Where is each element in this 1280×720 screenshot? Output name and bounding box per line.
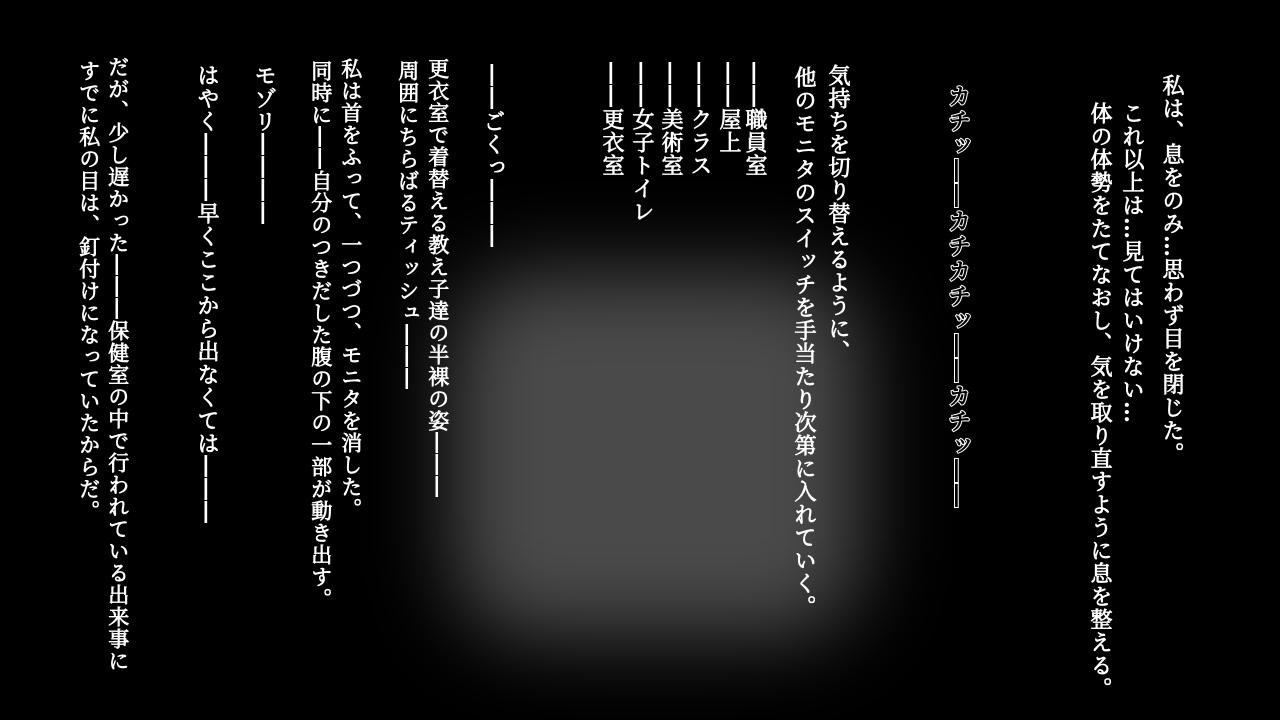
narration-line-8: 私は首をふって、一つづつ、モニタを消した。 [338,58,364,520]
location-item-1: ――職員室 [741,62,768,177]
narration-line-9: 同時に――自分のつきだした腹の下の一部が動き出す。 [308,60,334,610]
narration-line-7: 周囲にちらばるティッシュ――― [395,60,421,390]
location-item-6: ――更衣室 [598,62,625,177]
narration-line-12: すでに私の目は、釘付けになっていたからだ。 [76,60,102,522]
narration-line-5: 他のモニタのスイッチを手当たり次第に入れていく。 [790,66,817,618]
narration-line-2: これ以上は…見てはいけない… [1118,102,1145,424]
sfx-line-switch: カチッ――カチカチッ――カチッ―― [944,84,972,509]
narration-line-6: 更衣室で着替える教え子達の半裸の姿――― [425,58,451,498]
narration-line-11: だが、少し遅かった―――保健室の中で行われている出来事に [105,56,131,672]
location-item-3: ――クラス [686,62,713,177]
location-item-5: ――女子トイレ [628,62,655,223]
narration-line-4: 気持ちを切り替えるように、 [824,64,851,363]
sfx-line-mozori: モゾリ―――― [250,64,277,225]
location-item-2: ――屋上 [715,62,742,154]
narration-line-10: はやく―――早くここから出なくては――― [193,64,220,524]
location-item-4: ――美術室 [657,62,684,177]
narration-line-1: 私は、息をのみ…思わず目を閉じた。 [1158,74,1185,465]
narration-line-3: 体の体勢をたてなおし、気を取り直すように息を整える。 [1086,102,1113,700]
sfx-line-gulp: ――ごくっ――― [479,64,506,248]
